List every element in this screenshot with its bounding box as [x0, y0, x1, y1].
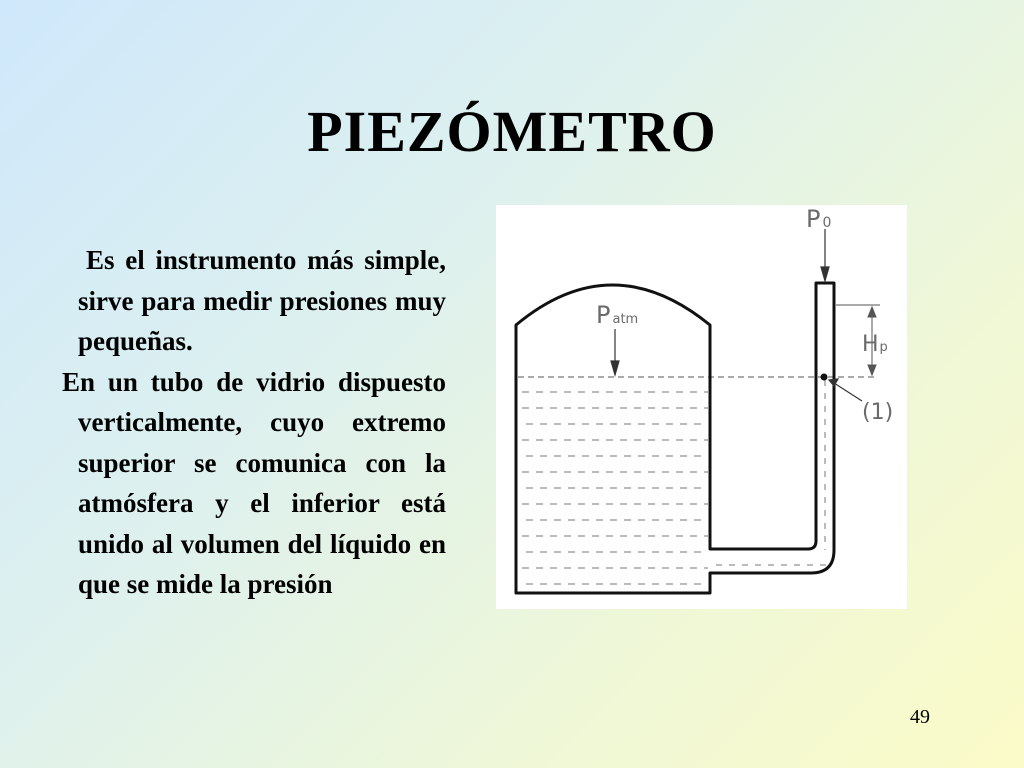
slide-body [62, 240, 446, 605]
paragraph-description: En un tubo de vidrio dispuesto verticalmente, cuyo extremo superior se comunica con la atmósfera y el inferior está unido al volumen del líquido en que se mide la presión [62, 366, 446, 599]
patm-arrow [611, 329, 619, 375]
piezometer-diagram [496, 205, 907, 609]
piezometer-drawing [496, 205, 907, 609]
paragraph-definition: Es el instrumento más simple, sirve para medir presiones muy pequeñas. [78, 245, 446, 356]
slide-title: PIEZÓMETRO [307, 99, 717, 164]
liquid-body [522, 392, 708, 584]
point-1-label: (1) [862, 400, 894, 425]
tank-outline [516, 283, 834, 593]
point-1-marker [821, 374, 828, 381]
p0-label: P 0 [806, 205, 832, 233]
hp-label: Hp [862, 332, 888, 357]
tube-liquid [716, 380, 826, 565]
p0-arrow [821, 229, 829, 281]
patm-label: Patm [596, 301, 639, 329]
page-number: 49 [910, 706, 930, 728]
